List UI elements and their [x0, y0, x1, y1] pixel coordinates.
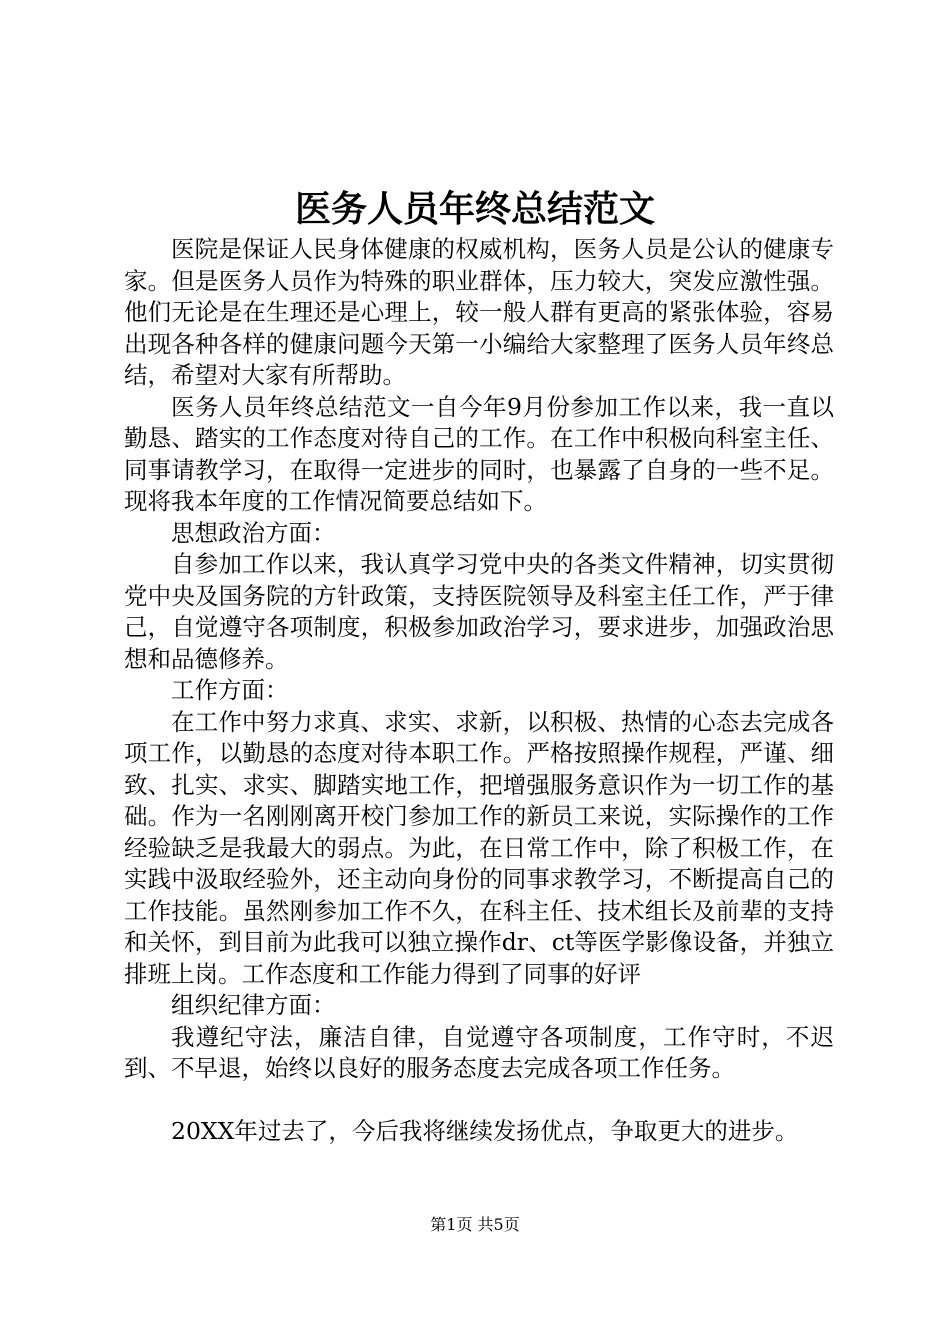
page-number-footer: 第1页 共5页: [430, 1215, 520, 1234]
paragraph-intro: 医院是保证人民身体健康的权威机构，医务人员是公认的健康专家。但是医务人员作为特殊的职业群体，压力较大，突发应激性强。他们无论是在生理还是心理上，较一般人群有更高的紧张体验，容易出现各种各样的健康问题今天第一小编给大家整理了医务人员年终总结，希望对大家有所帮助。: [124, 235, 834, 389]
paragraph-political: 自参加工作以来，我认真学习党中央的各类文件精神，切实贯彻党中央及国务院的方针政策，支持医院领导及科室主任工作，严于律己，自觉遵守各项制度，积极参加政治学习，要求进步，加强政治思想和品德修养。: [124, 550, 834, 673]
section-heading-political: 思想政治方面：: [171, 518, 336, 547]
paragraph-opening: 医务人员年终总结范文一自今年9月份参加工作以来，我一直以勤恳、踏实的工作态度对待自己的工作。在工作中积极向科室主任、同事请教学习，在取得一定进步的同时，也暴露了自身的一些不足。现将我本年度的工作情况简要总结如下。: [124, 392, 834, 515]
paragraph-discipline: 我遵纪守法，廉洁自律，自觉遵守各项制度，工作守时，不迟到、不早退，始终以良好的服务态度去完成各项工作任务。: [124, 1022, 834, 1082]
paragraph-work: 在工作中努力求真、求实、求新，以积极、热情的心态去完成各项工作，以勤恳的态度对待本职工作。严格按照操作规程，严谨、细致、扎实、求实、脚踏实地工作，把增强服务意识作为一切工作的基础。作为一名刚刚离开校门参加工作的新员工来说，实际操作的工作经验缺乏是我最大的弱点。为此，在日常工作中，除了积极工作，在实践中汲取经验外，还主动向身份的同事求教学习，不断提高自己的工作技能。虽然刚参加工作不久，在科主任、技术组长及前辈的支持和关怀，到目前为此我可以独立操作dr、ct等医学影像设备，并独立排班上岗。工作态度和工作能力得到了同事的好评: [124, 707, 834, 988]
document-body: [124, 234, 834, 1148]
document-title: 医务人员年终总结范文: [294, 189, 655, 230]
section-heading-work: 工作方面：: [171, 676, 289, 704]
section-heading-discipline: 组织纪律方面：: [171, 991, 336, 1019]
paragraph-closing: 20XX年过去了，今后我将继续发扬优点，争取更大的进步。: [171, 1117, 799, 1145]
